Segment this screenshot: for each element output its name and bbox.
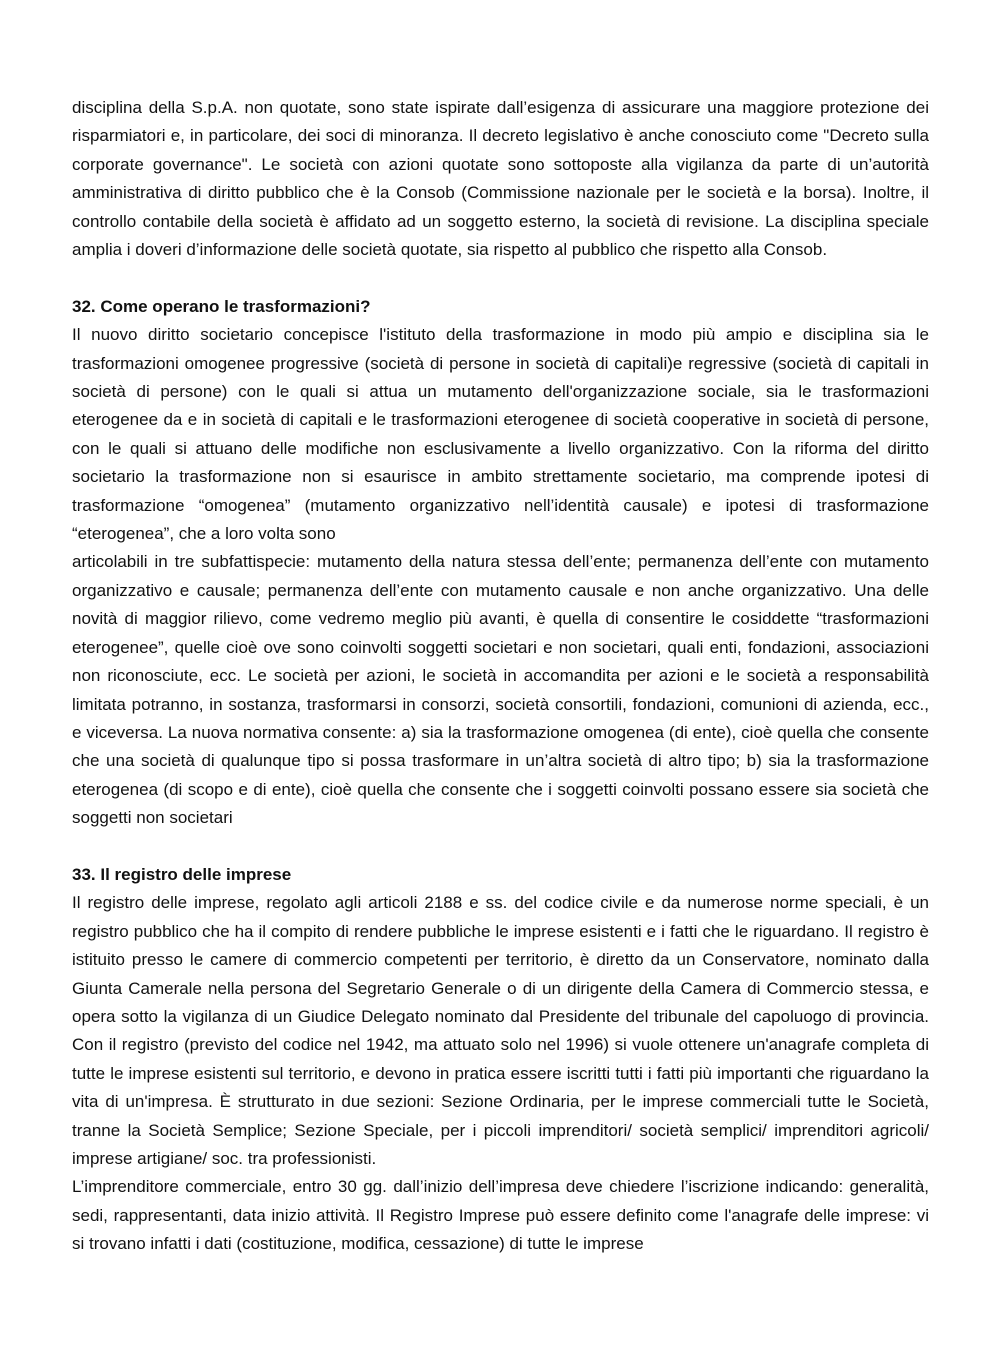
section-33-paragraph-1: Il registro delle imprese, regolato agli articoli 2188 e ss. del codice civile e da numerose norme speciali, è un registro pubblico che ha il compito di rendere pubbliche le imprese esistenti e i fatti che le riguardano. Il registro è istituito presso le camere di commercio competenti per territorio, è diretto da un Conservatore, nominato dalla Giunta Camerale nella persona del Segretario Generale o di un dirigente della Camera di Commercio stessa, e opera sotto la vigilanza di un Giudice Delegato nominato dal Presidente del tribunale del capoluogo di provincia. Con il registro (previsto del codice nel 1942, ma attuato solo nel 1996) si vuole ottenere un'anagrafe completa di tutte le imprese esistenti sul territorio, e devono in pratica essere iscritti tutti i fatti più importanti che riguardano la vita di un'impresa. È strutturato in due sezioni: Sezione Ordinaria, per le imprese commerciali tutte le Società, tranne la Società Semplice; Sezione Speciale, per i piccoli imprenditori/ società semplici/ imprenditori agricoli/ imprese artigiane/ soc. tra professionisti.: [72, 893, 929, 1168]
section-spacer: [72, 264, 929, 292]
section-32-paragraph-1: Il nuovo diritto societario concepisce l'istituto della trasformazione in modo più ampio e disciplina sia le trasformazioni omogenee progressive (società di persone in società di capitali)e regressive (società di capitali in società di persone) con le quali si attua un mutamento dell'organizzazione sociale, sia le trasformazioni eterogenee da e in società di capitali e le trasformazioni eterogenee di società cooperative in società di persone, con le quali si attuano delle modifiche non esclusivamente a livello organizzativo. Con la riforma del diritto societario la trasformazione non si esaurisce in ambito strettamente societario, ma comprende ipotesi di trasformazione “omogenea” (mutamento organizzativo nell’identità causale) e ipotesi di trasformazione “eterogenea”, che a loro volta sono: [72, 325, 929, 544]
section-33-paragraph-2: L’imprenditore commerciale, entro 30 gg. dall’inizio dell’impresa deve chiedere l’iscrizione indicando: generalità, sedi, rappresentanti, data inizio attività. Il Registro Imprese può essere definito come l'anagrafe delle imprese: vi si trovano infatti i dati (costituzione, modifica, cessazione) di tutte le imprese: [72, 1177, 929, 1254]
section-32-heading: 32. Come operano le trasformazioni?: [72, 296, 371, 316]
document-page: [72, 94, 929, 1259]
section-33-heading: 33. Il registro delle imprese: [72, 864, 292, 884]
section-spacer: [72, 833, 929, 861]
section-32-paragraph-2: articolabili in tre subfattispecie: mutamento della natura stessa dell’ente; permanenza dell’ente con mutamento organizzativo e causale; permanenza dell’ente con mutamento causale e non anche organizzativo. Una delle novità di maggior rilievo, come vedremo meglio più avanti, è quella di consentire le cosiddette “trasformazioni eterogenee”, quelle cioè ove sono coinvolti soggetti societari e non societari, quali enti, fondazioni, associazioni non riconosciute, ecc. Le società per azioni, le società in accomandita per azioni e le società a responsabilità limitata potranno, in sostanza, trasformarsi in consorzi, società consortili, fondazioni, comunioni di azienda, ecc., e viceversa. La nuova normativa consente: a) sia la trasformazione omogenea (di ente), cioè quella che consente che una società di qualunque tipo si possa trasformare in un’altra società di altro tipo; b) sia la trasformazione eterogenea (di scopo e di ente), cioè quella che consente che i soggetti coinvolti possano essere sia società che soggetti non societari: [72, 552, 929, 828]
intro-paragraph: disciplina della S.p.A. non quotate, sono state ispirate dall’esigenza di assicurare una maggiore protezione dei risparmiatori e, in particolare, dei soci di minoranza. Il decreto legislativo è anche conosciuto come "Decreto sulla corporate governance". Le società con azioni quotate sono sottoposte alla vigilanza da parte di un’autorità amministrativa di diritto pubblico che è la Consob (Commissione nazionale per le società e la borsa). Inoltre, il controllo contabile della società è affidato ad un soggetto esterno, la società di revisione. La disciplina speciale amplia i doveri d’informazione delle società quotate, sia rispetto al pubblico che rispetto alla Consob.: [72, 98, 929, 260]
